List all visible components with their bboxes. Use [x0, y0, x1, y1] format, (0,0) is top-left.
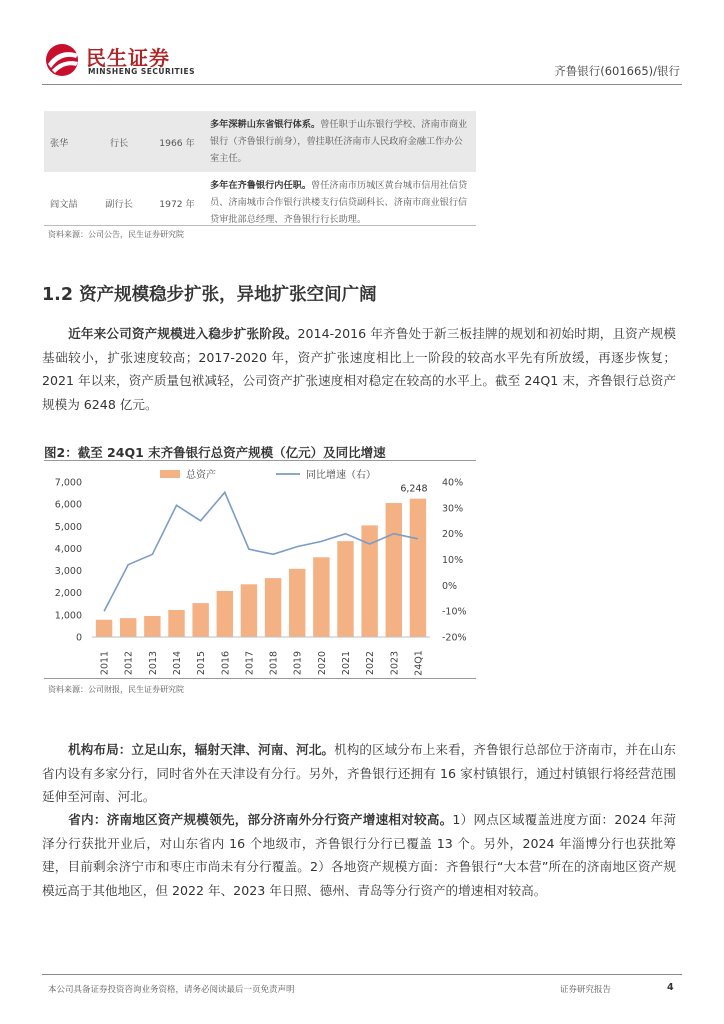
data-label: 6,248 [400, 483, 428, 495]
x-axis-tick-label: 2023 [389, 650, 401, 676]
asset-bar [217, 591, 233, 637]
exec-desc-text: 曾任济南市历城区黄台城市信用社信贷员、济南城市合作银行洪楼支行信贷副科长、济南市商业银行信贷审批部总经理、齐鲁银行行长助理。 [210, 180, 468, 225]
left-axis-tick-label: 7,000 [54, 477, 82, 489]
exec-birth-year: 1972 年 [159, 198, 195, 210]
left-axis-tick-label: 6,000 [54, 499, 82, 511]
exec-position: 行长 [109, 137, 129, 149]
x-axis-tick-label: 2021 [341, 650, 352, 676]
figure-divider-bottom [44, 678, 476, 679]
right-axis-tick-label: 30% [442, 503, 464, 515]
asset-bar [313, 557, 329, 637]
table-divider [44, 225, 476, 226]
paragraph-asset-scale [42, 322, 676, 416]
paragraph-body: 机构的区域分布上来看，齐鲁银行总部位于济南市，并在山东省内设有多家分行，同时省外在天津设有分行。另外，齐鲁银行还拥有 16 家村镇银行，通过村镇银行将经营范围延伸至河南、河北。 [42, 742, 677, 804]
x-axis-tick-label: 2017 [244, 650, 256, 676]
x-axis-tick-label: 2018 [268, 650, 280, 676]
exec-desc-text: 曾任职于山东银行学校、济南市商业银行（齐鲁银行前身），曾挂职任济南市人民政府金融工作办公室主任。 [210, 119, 468, 164]
exec-position: 副行长 [105, 198, 133, 210]
footer-disclaimer: 本公司具备证券投资咨询业务资格，请务必阅读最后一页免责声明 [48, 985, 295, 995]
asset-bar [168, 610, 184, 637]
legend-bar-swatch [160, 470, 180, 478]
paragraph-in-province [42, 808, 676, 902]
x-axis-tick-label: 2012 [123, 650, 135, 676]
right-axis-tick-label: 20% [442, 529, 464, 541]
x-axis-tick-label: 2019 [292, 650, 304, 676]
brand-logo-icon [42, 42, 82, 78]
legend-line-label: 同比增速（右） [306, 470, 376, 481]
right-axis-tick-label: 10% [442, 555, 464, 566]
left-axis-tick-label: 4,000 [54, 543, 82, 555]
asset-bar [337, 541, 353, 637]
right-axis-tick-label: -10% [442, 606, 467, 618]
paragraph-lead: 近年来公司资产规模进入稳步扩张阶段。 [68, 326, 298, 341]
header-divider [42, 84, 682, 85]
asset-bar [96, 620, 112, 637]
asset-bar [410, 499, 426, 637]
x-axis-tick-label: 2020 [316, 650, 328, 676]
left-axis-tick-label: 0 [75, 632, 82, 644]
paragraph-lead: 省内：济南地区资产规模领先，部分济南外分行资产增速相对较高。 [68, 812, 453, 827]
figure-divider-top [44, 460, 476, 461]
paragraph-lead: 机构布局：立足山东，辐射天津、河南、河北。 [68, 742, 335, 757]
left-axis-tick-label: 2,000 [54, 588, 82, 600]
asset-bar [289, 569, 305, 637]
left-axis-tick-label: 5,000 [54, 521, 82, 533]
paragraph-body: 2014-2016 年齐鲁处于新三板挂牌的规划和初始时期，且资产规模基础较小，扩张速度较高；2017-2020 年，资产扩张速度相比上一阶段的较高水平先有所放缓，再逐步恢复；2021 年以来，资产质量包袱减轻，公司资产扩张速度相对稳定在较高的水平上。截至 24Q1 末，齐鲁银行总资产规模为 6248 亿元。 [42, 326, 677, 412]
exec-birth-year: 1966 年 [159, 137, 195, 149]
brand-name: 民生证券 [86, 46, 170, 70]
total-assets-chart [44, 462, 476, 676]
figure-title: 图2：截至 24Q1 末齐鲁银行总资产规模（亿元）及同比增速 [44, 445, 386, 460]
right-axis-tick-label: 0% [442, 580, 458, 592]
exec-desc-highlight: 多年在齐鲁银行内任职。 [210, 180, 312, 191]
paragraph-network-layout [42, 738, 676, 809]
footer-report-type: 证券研究报告 [560, 985, 612, 995]
asset-bar [386, 503, 402, 637]
exec-description [206, 111, 476, 172]
brand-name-en: MINSHENG SECURITIES [88, 67, 195, 76]
table-row [44, 172, 476, 233]
exec-description [206, 172, 476, 233]
right-axis-tick-label: -20% [442, 632, 467, 644]
asset-bar [120, 618, 136, 637]
page-number: 4 [667, 982, 674, 993]
x-axis-tick-label: 2011 [99, 650, 111, 676]
figure-source: 资料来源：公司财报，民生证券研究院 [48, 685, 184, 694]
x-axis-tick-label: 2016 [220, 650, 232, 676]
left-axis-tick-label: 3,000 [54, 566, 82, 578]
asset-bar [144, 616, 160, 637]
x-axis-tick-label: 2015 [196, 650, 208, 676]
legend-bar-label: 总资产 [186, 470, 216, 481]
x-axis-tick-label: 24Q1 [413, 650, 425, 676]
footer-divider [42, 974, 682, 975]
paragraph-body: 1）网点区域覆盖进度方面：2024 年菏泽分行获批开业后，对山东省内 16 个地级市，齐鲁银行分行已覆盖 13 个。另外，2024 年淄博分行也获批筹建，目前剩余济宁市和枣庄市尚未有分行覆盖。2）各地资产规模方面：齐鲁银行“大本营”所在的济南地区资产规模远高于其他地区，但 2022 年、2023 年日照、德州、青岛等分行资产的增速相对较高。 [42, 812, 676, 898]
asset-bar [192, 603, 208, 637]
table-row [44, 111, 476, 172]
section-title: 1.2 资产规模稳步扩张，异地扩张空间广阔 [42, 285, 377, 305]
x-axis-tick-label: 2013 [147, 650, 159, 676]
x-axis-tick-label: 2022 [365, 650, 377, 676]
exec-desc-highlight: 多年深耕山东省银行体系。 [210, 119, 321, 130]
right-axis-tick-label: 40% [442, 477, 464, 489]
left-axis-tick-label: 1,000 [54, 610, 82, 622]
asset-bar [265, 578, 281, 637]
x-axis-tick-label: 2014 [172, 650, 183, 676]
asset-bar [241, 584, 257, 637]
exec-name: 阎文喆 [50, 198, 78, 210]
report-subject: 齐鲁银行(601665)/银行 [554, 64, 680, 78]
exec-name: 张华 [50, 137, 69, 149]
table-source: 资料来源：公司公告，民生证券研究院 [48, 230, 184, 239]
management-table [44, 111, 476, 233]
